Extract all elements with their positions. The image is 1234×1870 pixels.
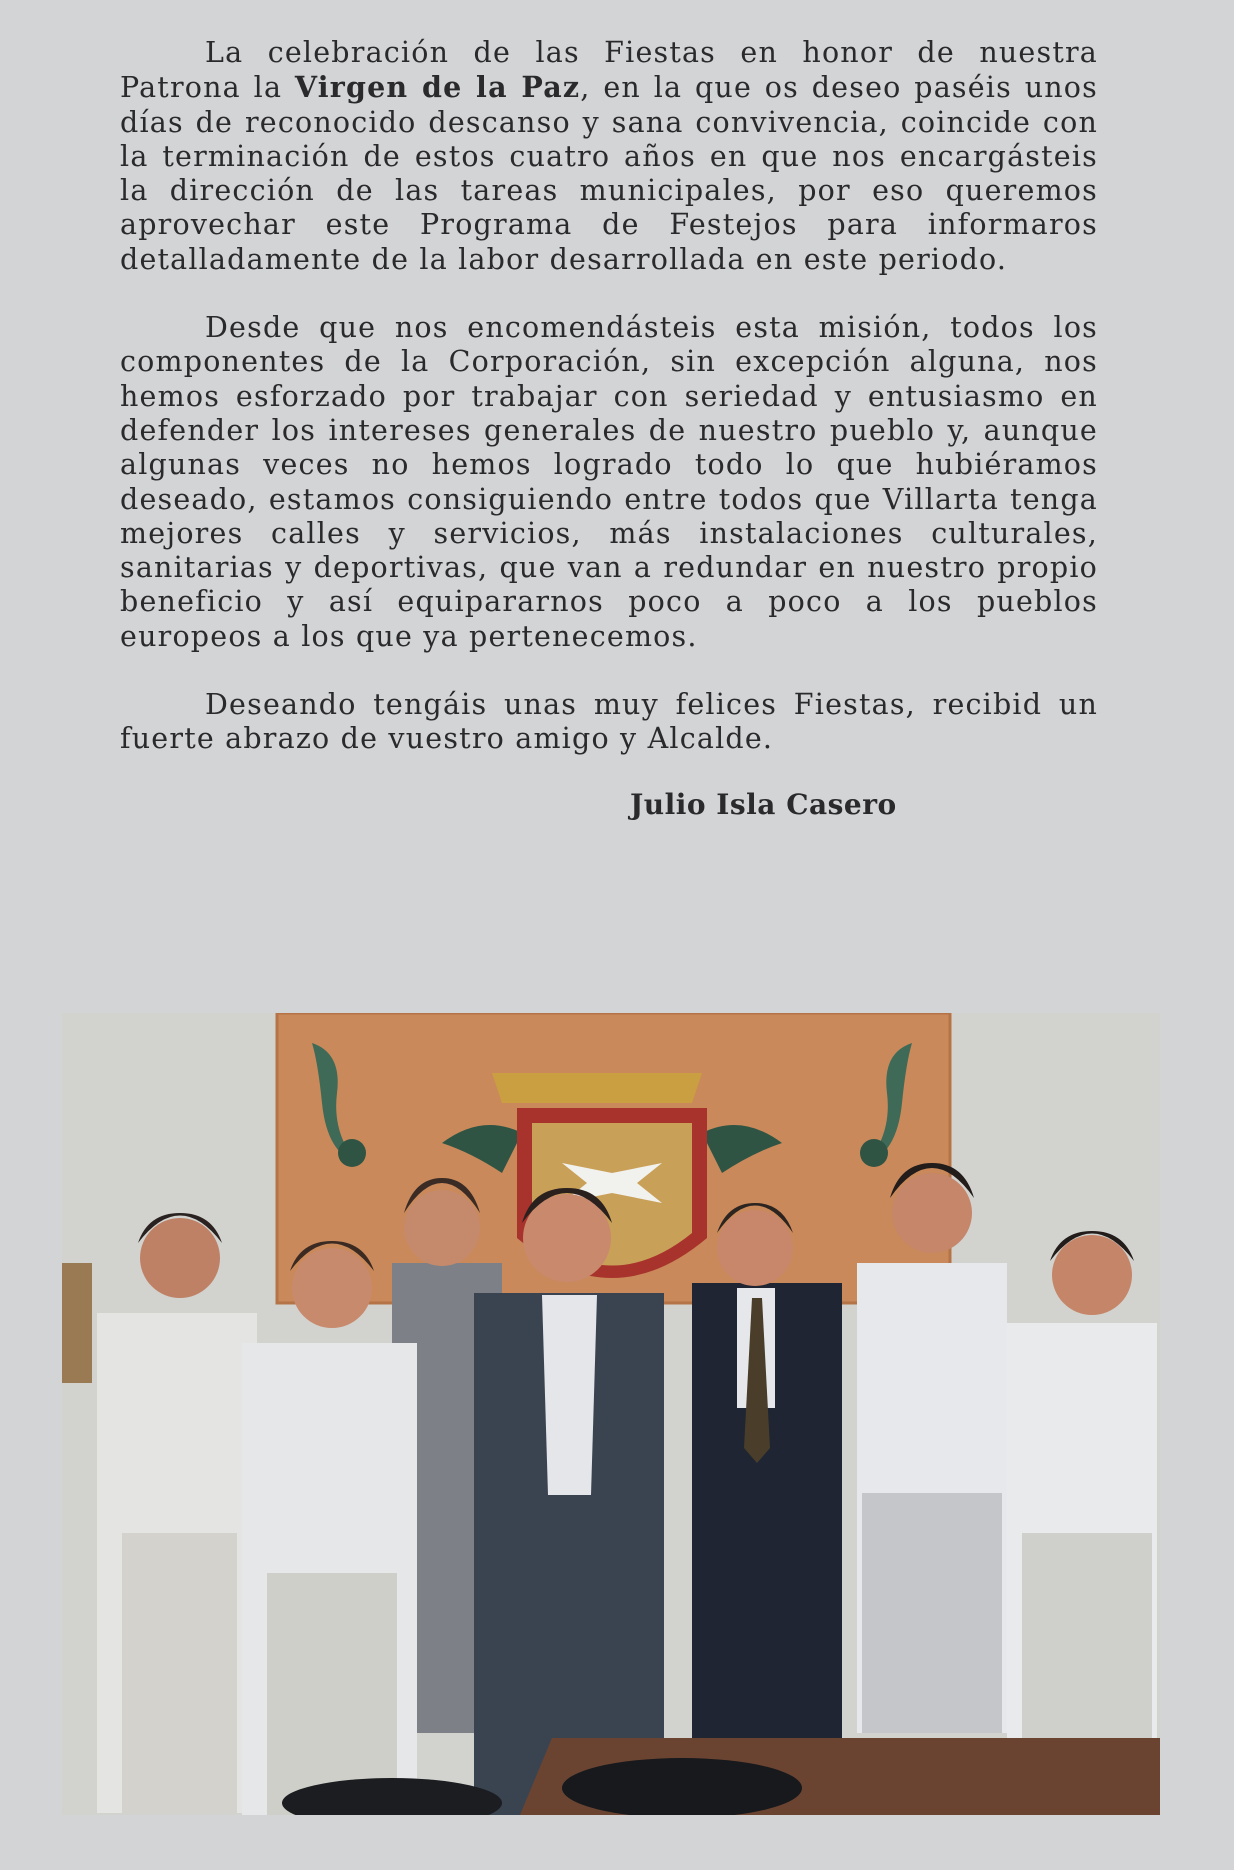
paragraph-1: La celebración de las Fiestas en honor de nuestra Patrona la Virgen de la Paz, en la que os deseo paséis unos días de reconocido descanso y sana convivencia, coincide con la terminación de estos cuatro años en que nos encargásteis la dirección de las tareas municipales, por eso queremos aprovechar este Programa de Festejos para informaros detalladamente de la labor desarrollada en este periodo. bbox=[120, 36, 1098, 276]
patron-name: Virgen de la Paz bbox=[294, 70, 581, 105]
group-photo-illustration bbox=[62, 1013, 1160, 1815]
signature: Julio Isla Casero bbox=[630, 788, 897, 821]
letter-body bbox=[120, 36, 1098, 791]
group-photo bbox=[62, 1013, 1160, 1815]
person-5 bbox=[692, 1203, 842, 1753]
paragraph-3: Deseando tengáis unas muy felices Fiestas, recibid un fuerte abrazo de vuestro amigo y Alcalde. bbox=[120, 688, 1098, 756]
paragraph-2: Desde que nos encomendásteis esta misión, todos los componentes de la Corporación, sin excepción alguna, nos hemos esforzado por trabajar con seriedad y entusiasmo en defender los intereses generales de nuestro pueblo y, aunque algunas veces no hemos logrado todo lo que hubiéramos deseado, estamos consiguiendo entre todos que Villarta tenga mejores calles y servicios, más instalaciones culturales, sanitarias y deportivas, que van a redundar en nuestro propio beneficio y así equipararnos poco a poco a los pueblos europeos a los que ya pertenecemos. bbox=[120, 311, 1098, 653]
